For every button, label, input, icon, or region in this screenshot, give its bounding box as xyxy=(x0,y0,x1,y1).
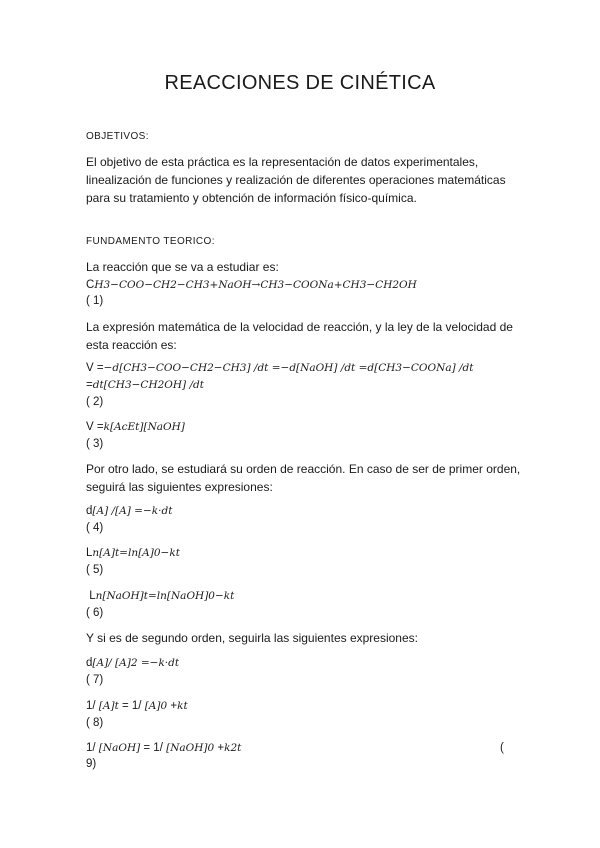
eq9-math3: k2t xyxy=(224,742,242,754)
objetivos-text: El objetivo de esta práctica es la representación de datos experimentales, linealización de funciones y realización de diferentes operaciones matemáticas para su tratamiento y obtención de información físico-química. xyxy=(86,155,506,205)
first-order-equation-4 xyxy=(86,503,526,519)
reaction-prefix: C xyxy=(86,279,95,291)
rate-math: −d[CH3−COO−CH2−CH3] /dt =−d[NaOH] /dt =d[CH3−COONa] /dt xyxy=(103,362,474,374)
eq6-math: n[NaOH]t=ln[NaOH]0−kt xyxy=(95,590,235,602)
eq4-prefix: d xyxy=(86,505,93,517)
equation-number-9-open: ( xyxy=(500,742,504,754)
rate-paragraph: La expresión matemática de la velocidad de reacción, y la ley de la velocidad de esta reacción es: xyxy=(86,320,513,352)
eq8-mid: = 1/ xyxy=(118,700,145,712)
equation-number-6: ( 6) xyxy=(86,607,104,619)
equation-number-4: ( 4) xyxy=(86,522,104,534)
second-order-equation-8 xyxy=(86,698,526,714)
order-paragraph: Por otro lado, se estudiará su orden de reacción. En caso de ser de primer orden, seguirá las siguientes expresiones: xyxy=(86,462,521,494)
equation-number-2: ( 2) xyxy=(86,396,104,408)
rate-law-prefix: V = xyxy=(86,421,104,433)
equation-number-7: ( 7) xyxy=(86,674,104,686)
document-title: REACCIONES DE CINÉTICA xyxy=(164,72,436,94)
eq8-math2: [A]0 xyxy=(144,700,168,712)
second-order-equation-7 xyxy=(86,655,526,671)
reaction-intro: La reacción que se va a estudiar es: xyxy=(86,260,279,274)
rate-equation-line1 xyxy=(86,360,526,376)
eq7-math: [A]/ [A]2 =−k·dt xyxy=(92,657,180,669)
eq9-mid: = 1/ xyxy=(140,742,167,754)
fundamento-heading: FUNDAMENTO TEORICO: xyxy=(86,236,215,247)
reaction-math: H3−COO−CH2−CH3+NaOH→CH3−COONa+CH3−CH2OH xyxy=(94,279,417,291)
eq9-prefix: 1/ xyxy=(86,742,99,754)
eq8-math3: kt xyxy=(177,700,188,712)
rate-law-equation xyxy=(86,419,526,435)
second-order-paragraph: Y si es de segundo orden, seguirla las siguientes expresiones: xyxy=(86,631,418,645)
eq8-prefix: 1/ xyxy=(86,700,99,712)
second-order-equation-9 xyxy=(86,740,526,756)
rate-prefix: V = xyxy=(86,362,104,374)
eq9-suffix: + xyxy=(214,742,225,754)
eq8-suffix: + xyxy=(167,700,178,712)
equation-number-5: ( 5) xyxy=(86,564,104,576)
eq9-math: [NaOH] xyxy=(98,742,141,754)
objetivos-heading: OBJETIVOS: xyxy=(86,131,149,142)
eq7-prefix: d xyxy=(86,657,93,669)
rate-law-math: k[AcEt][NaOH] xyxy=(103,421,185,433)
equation-number-9: 9) xyxy=(86,758,97,770)
eq5-prefix: L xyxy=(86,547,93,559)
rate-line2-prefix: = xyxy=(86,379,93,391)
eq6-prefix: L xyxy=(86,590,96,602)
rate-equation-line2 xyxy=(86,377,526,393)
first-order-equation-6 xyxy=(86,588,526,604)
eq5-math: n[A]t=ln[A]0−kt xyxy=(92,547,180,559)
eq8-math: [A]t xyxy=(98,700,119,712)
equation-number-1: ( 1) xyxy=(86,295,104,307)
equation-number-8: ( 8) xyxy=(86,717,104,729)
eq9-math2: [NaOH]0 xyxy=(166,742,215,754)
equation-number-3: ( 3) xyxy=(86,438,104,450)
first-order-equation-5 xyxy=(86,545,526,561)
reaction-equation xyxy=(86,277,526,293)
rate-line2-math: dt[CH3−CH2OH] /dt xyxy=(92,379,204,391)
eq4-math: [A] /[A] =−k·dt xyxy=(92,505,173,517)
